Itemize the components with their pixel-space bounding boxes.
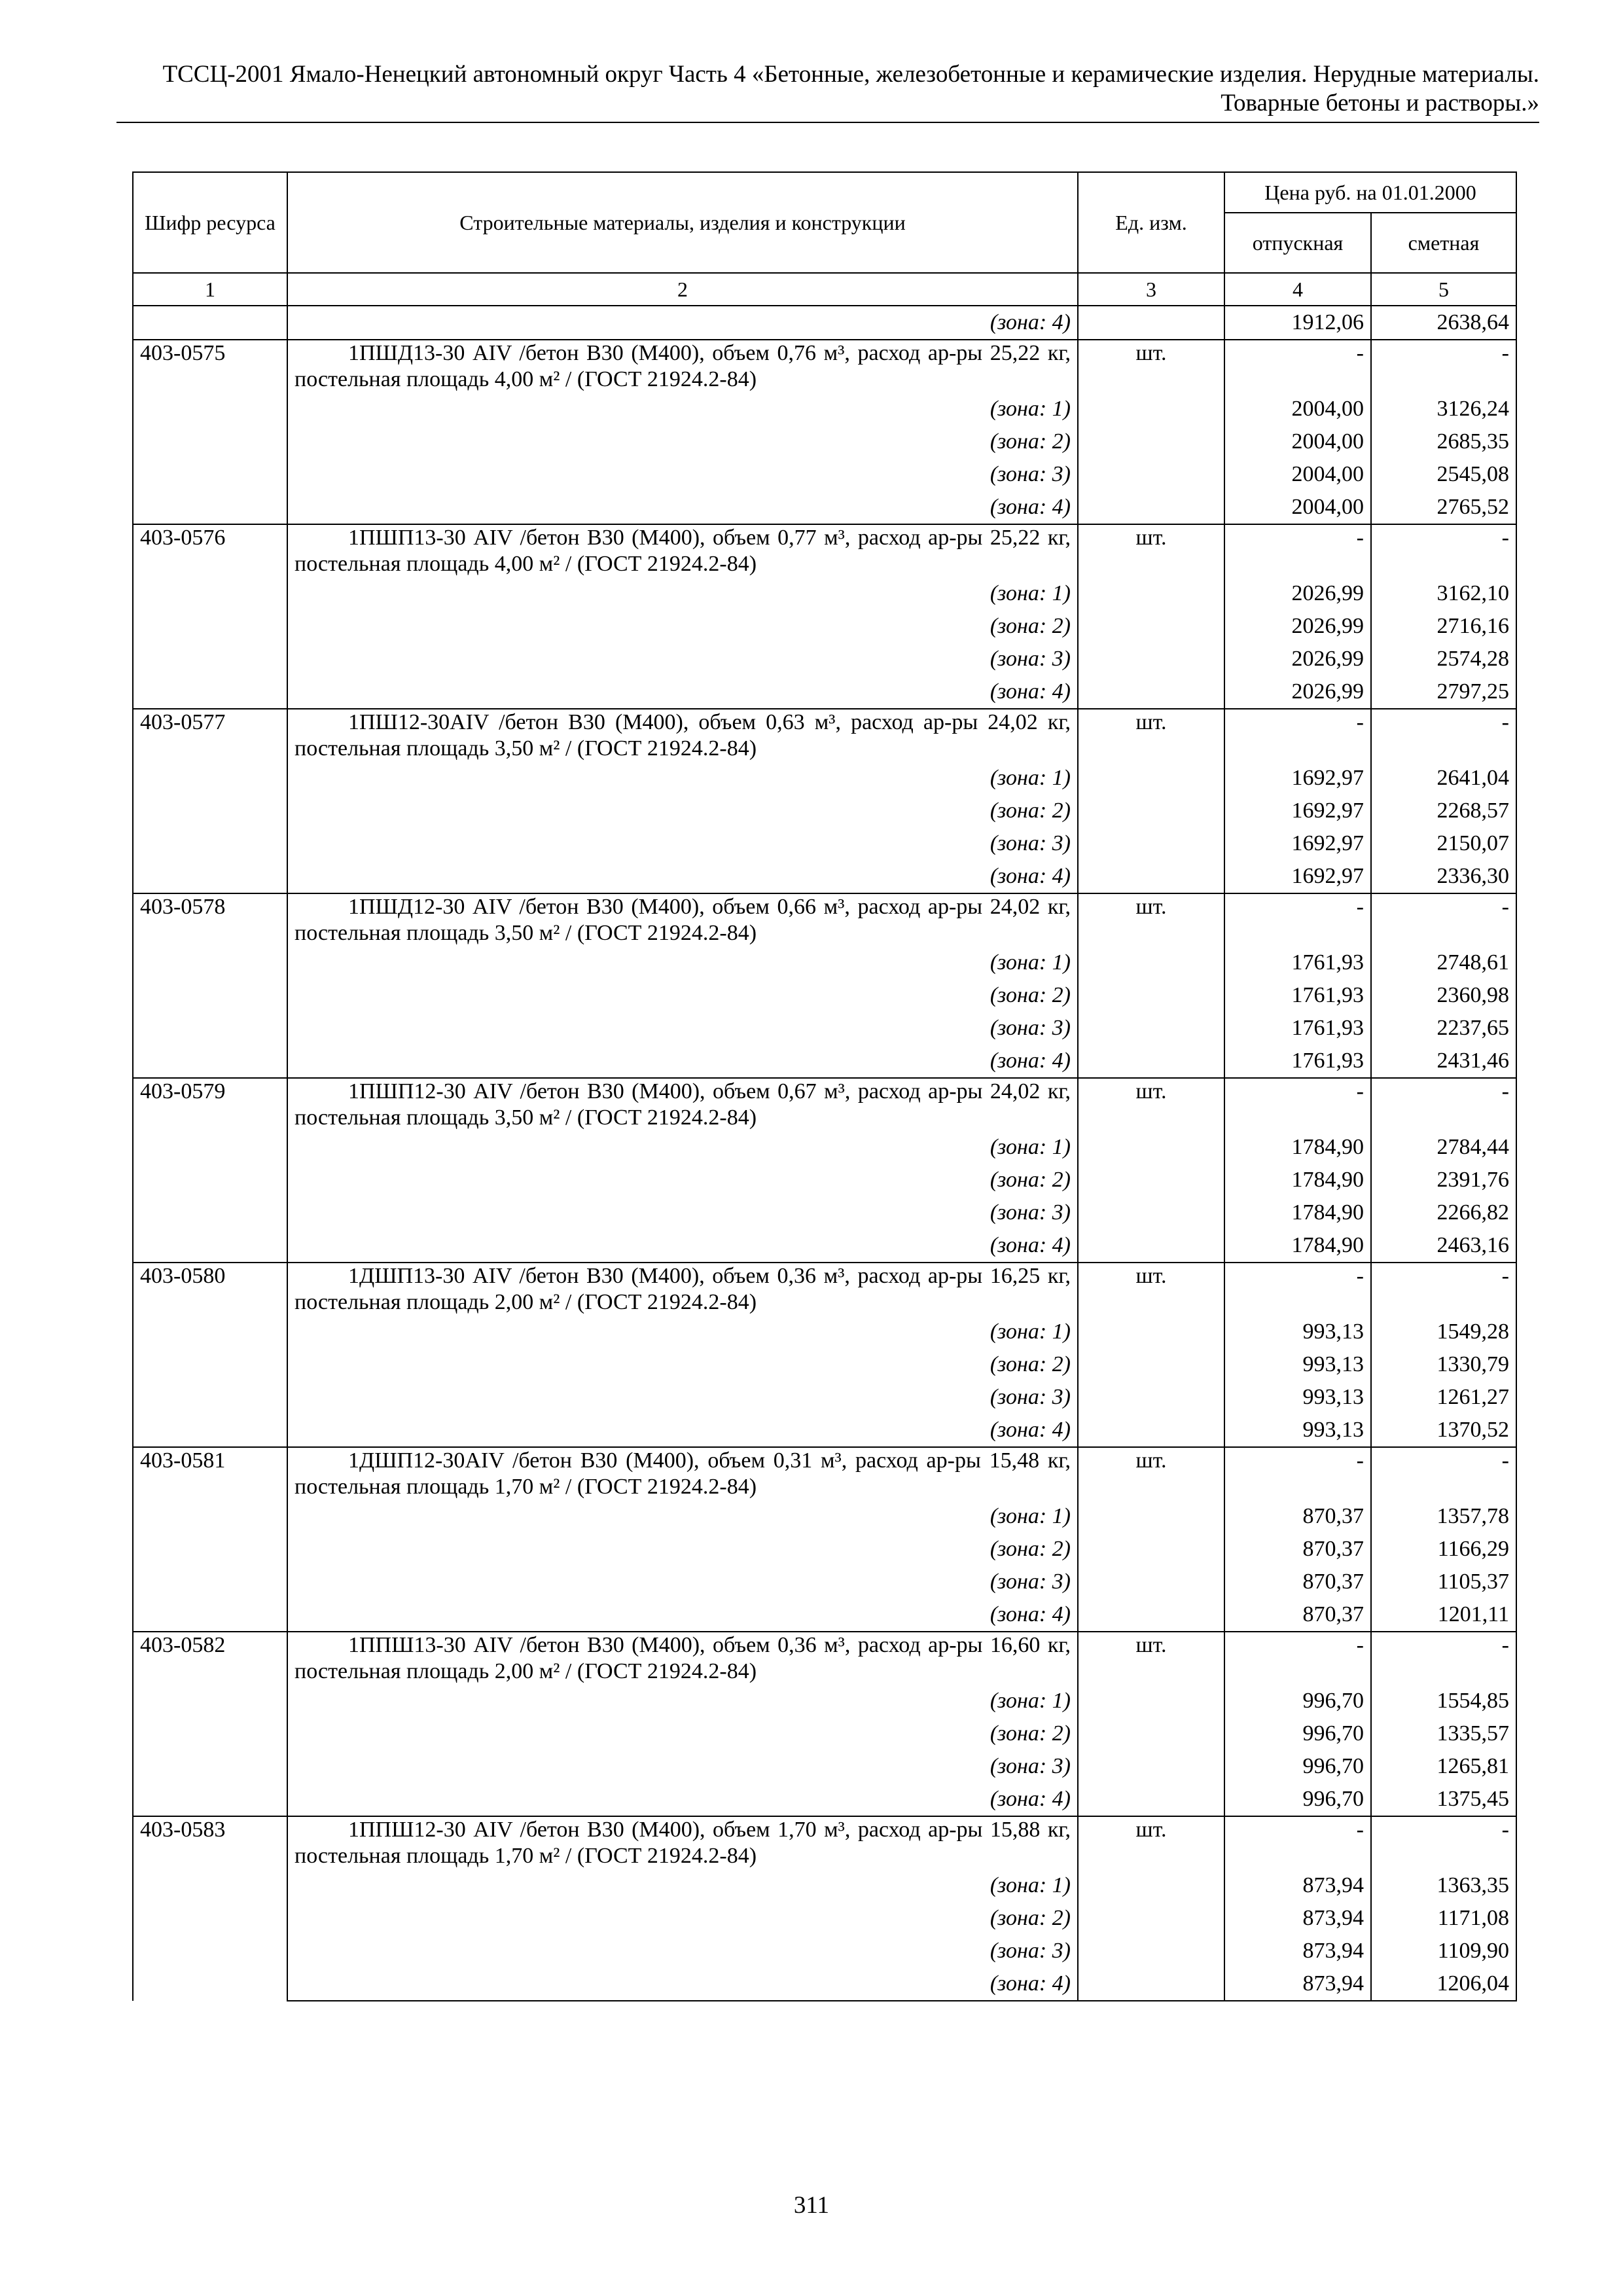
zone-release-price: 873,94 [1224,1967,1371,2001]
zone-label: (зона: 1) [287,393,1078,425]
zone-unit [1078,1598,1224,1632]
zone-unit [1078,1196,1224,1229]
zone-unit [1078,762,1224,795]
item-description: 1ПШП13-30 AIV /бетон В30 (М400), объем 0,77 м³, расход ар-ры 25,22 кг, постельная площадь 4,00 м² / (ГОСТ 21924.2-84) [287,524,1078,577]
zone-estimate-price: 1549,28 [1371,1316,1516,1348]
zone-unit [1078,1500,1224,1533]
item-unit: шт. [1078,1078,1224,1131]
zone-label: (зона: 1) [287,1131,1078,1164]
table-body [133,306,1516,2001]
table-row [133,1263,1516,1316]
zone-estimate-price: 2150,07 [1371,827,1516,860]
zone-estimate-price: 2237,65 [1371,1012,1516,1045]
item-unit: шт. [1078,1263,1224,1316]
zone-label: (зона: 4) [287,1414,1078,1447]
zone-label: (зона: 1) [287,1869,1078,1902]
zone-label: (зона: 2) [287,610,1078,643]
item-release-price: - [1224,1263,1371,1316]
col-number-1: 1 [133,273,287,306]
zone-estimate-price: 2685,35 [1371,425,1516,458]
zone-estimate-price: 3126,24 [1371,393,1516,425]
zone-row [133,827,1516,860]
zone-estimate-price: 2360,98 [1371,979,1516,1012]
item-estimate-price: - [1371,1816,1516,1869]
zone-release-price: 873,94 [1224,1869,1371,1902]
zone-release-price: 1692,97 [1224,827,1371,860]
zone-row [133,577,1516,610]
zone-release-price: 1784,90 [1224,1229,1371,1263]
carryover-unit [1078,306,1224,340]
col-number-4: 4 [1224,273,1371,306]
zone-unit [1078,577,1224,610]
zone-release-price: 1761,93 [1224,946,1371,979]
zone-row [133,762,1516,795]
resource-code: 403-0577 [133,709,287,893]
zone-unit [1078,643,1224,675]
header-line-2: Товарные бетоны и растворы.» [1221,90,1539,117]
zone-unit [1078,795,1224,827]
zone-row [133,1685,1516,1717]
zone-estimate-price: 1201,11 [1371,1598,1516,1632]
item-unit: шт. [1078,1632,1224,1685]
zone-row [133,1902,1516,1935]
zone-row [133,675,1516,709]
zone-label: (зона: 2) [287,979,1078,1012]
header-line-1: ТССЦ-2001 Ямало-Ненецкий автономный округ Часть 4 «Бетонные, железобетонные и керамические изделия. Нерудные материалы. [162,61,1539,88]
zone-label: (зона: 4) [287,1967,1078,2001]
zone-label: (зона: 2) [287,1348,1078,1381]
item-description: 1ПШП12-30 AIV /бетон В30 (М400), объем 0,67 м³, расход ар-ры 24,02 кг, постельная площадь 3,50 м² / (ГОСТ 21924.2-84) [287,1078,1078,1131]
item-estimate-price: - [1371,1078,1516,1131]
zone-unit [1078,1935,1224,1967]
zone-release-price: 1784,90 [1224,1131,1371,1164]
zone-estimate-price: 2748,61 [1371,946,1516,979]
zone-label: (зона: 1) [287,946,1078,979]
carryover-row [133,306,1516,340]
zone-row [133,1414,1516,1447]
col-number-3: 3 [1078,273,1224,306]
zone-estimate-price: 1105,37 [1371,1566,1516,1598]
zone-estimate-price: 2716,16 [1371,610,1516,643]
zone-row [133,1381,1516,1414]
zone-row [133,795,1516,827]
zone-unit [1078,979,1224,1012]
zone-release-price: 993,13 [1224,1348,1371,1381]
zone-label: (зона: 1) [287,577,1078,610]
zone-row [133,491,1516,524]
zone-label: (зона: 3) [287,458,1078,491]
item-estimate-price: - [1371,1263,1516,1316]
zone-estimate-price: 1330,79 [1371,1348,1516,1381]
zone-release-price: 996,70 [1224,1750,1371,1783]
item-description: 1ПШ12-30AIV /бетон В30 (М400), объем 0,63 м³, расход ар-ры 24,02 кг, постельная площадь 3,50 м² / (ГОСТ 21924.2-84) [287,709,1078,762]
zone-release-price: 1692,97 [1224,795,1371,827]
zone-row [133,458,1516,491]
zone-release-price: 870,37 [1224,1533,1371,1566]
item-description: 1ППШ13-30 AIV /бетон В30 (М400), объем 0,36 м³, расход ар-ры 16,60 кг, постельная площадь 2,00 м² / (ГОСТ 21924.2-84) [287,1632,1078,1685]
item-release-price: - [1224,340,1371,393]
zone-unit [1078,1316,1224,1348]
zone-label: (зона: 3) [287,643,1078,675]
zone-release-price: 2026,99 [1224,675,1371,709]
item-estimate-price: - [1371,1632,1516,1685]
table-row [133,1447,1516,1500]
zone-release-price: 2026,99 [1224,643,1371,675]
col-header-price-group: Цена руб. на 01.01.2000 [1224,172,1516,213]
zone-estimate-price: 2574,28 [1371,643,1516,675]
resource-code: 403-0575 [133,340,287,524]
zone-label: (зона: 2) [287,1902,1078,1935]
zone-unit [1078,1750,1224,1783]
zone-release-price: 1692,97 [1224,762,1371,795]
zone-row [133,1012,1516,1045]
zone-release-price: 1784,90 [1224,1164,1371,1196]
zone-label: (зона: 3) [287,1566,1078,1598]
zone-row [133,1566,1516,1598]
zone-estimate-price: 2765,52 [1371,491,1516,524]
zone-label: (зона: 2) [287,1717,1078,1750]
zone-unit [1078,491,1224,524]
zone-unit [1078,1533,1224,1566]
zone-release-price: 996,70 [1224,1685,1371,1717]
carryover-zone: (зона: 4) [287,306,1078,340]
zone-row [133,1717,1516,1750]
zone-row [133,1045,1516,1078]
zone-release-price: 2004,00 [1224,458,1371,491]
item-description: 1ПШД13-30 AIV /бетон В30 (М400), объем 0,76 м³, расход ар-ры 25,22 кг, постельная площадь 4,00 м² / (ГОСТ 21924.2-84) [287,340,1078,393]
zone-row [133,610,1516,643]
zone-label: (зона: 4) [287,1783,1078,1816]
zone-unit [1078,1967,1224,2001]
table-row [133,709,1516,762]
carryover-code [133,306,287,340]
zone-row [133,946,1516,979]
zone-label: (зона: 4) [287,675,1078,709]
zone-estimate-price: 2268,57 [1371,795,1516,827]
zone-estimate-price: 1363,35 [1371,1869,1516,1902]
zone-label: (зона: 3) [287,827,1078,860]
zone-unit [1078,1717,1224,1750]
zone-estimate-price: 1261,27 [1371,1381,1516,1414]
zone-release-price: 993,13 [1224,1414,1371,1447]
item-estimate-price: - [1371,709,1516,762]
zone-estimate-price: 2431,46 [1371,1045,1516,1078]
zone-release-price: 2026,99 [1224,577,1371,610]
zone-label: (зона: 4) [287,1045,1078,1078]
zone-row [133,1316,1516,1348]
zone-row [133,643,1516,675]
zone-release-price: 873,94 [1224,1902,1371,1935]
zone-row [133,1935,1516,1967]
zone-unit [1078,1012,1224,1045]
zone-label: (зона: 1) [287,1685,1078,1717]
resource-code: 403-0580 [133,1263,287,1447]
zone-release-price: 1692,97 [1224,860,1371,893]
zone-release-price: 993,13 [1224,1381,1371,1414]
resource-code: 403-0578 [133,893,287,1078]
zone-row [133,1229,1516,1263]
zone-row [133,1750,1516,1783]
zone-estimate-price: 1554,85 [1371,1685,1516,1717]
zone-estimate-price: 1375,45 [1371,1783,1516,1816]
zone-unit [1078,827,1224,860]
zone-unit [1078,1902,1224,1935]
zone-estimate-price: 2391,76 [1371,1164,1516,1196]
zone-estimate-price: 1109,90 [1371,1935,1516,1967]
carryover-estimate: 2638,64 [1371,306,1516,340]
zone-row [133,425,1516,458]
table-row [133,893,1516,946]
resource-code: 403-0583 [133,1816,287,2001]
zone-unit [1078,1229,1224,1263]
item-description: 1ПШД12-30 AIV /бетон В30 (М400), объем 0,66 м³, расход ар-ры 24,02 кг, постельная площадь 3,50 м² / (ГОСТ 21924.2-84) [287,893,1078,946]
zone-estimate-price: 2336,30 [1371,860,1516,893]
zone-estimate-price: 1357,78 [1371,1500,1516,1533]
item-unit: шт. [1078,340,1224,393]
item-description: 1ППШ12-30 AIV /бетон В30 (М400), объем 1,70 м³, расход ар-ры 15,88 кг, постельная площадь 1,70 м² / (ГОСТ 21924.2-84) [287,1816,1078,1869]
zone-row [133,1500,1516,1533]
zone-row [133,1348,1516,1381]
zone-unit [1078,1164,1224,1196]
resource-code: 403-0582 [133,1632,287,1816]
item-unit: шт. [1078,524,1224,577]
zone-label: (зона: 3) [287,1750,1078,1783]
zone-row [133,1783,1516,1816]
zone-label: (зона: 2) [287,1533,1078,1566]
zone-estimate-price: 1370,52 [1371,1414,1516,1447]
zone-estimate-price: 1166,29 [1371,1533,1516,1566]
zone-estimate-price: 2266,82 [1371,1196,1516,1229]
item-release-price: - [1224,1632,1371,1685]
zone-release-price: 870,37 [1224,1566,1371,1598]
col-header-name: Строительные материалы, изделия и конструкции [287,172,1078,273]
item-estimate-price: - [1371,340,1516,393]
zone-release-price: 870,37 [1224,1598,1371,1632]
table-row [133,1816,1516,1869]
col-header-release: отпускная [1224,213,1371,273]
zone-release-price: 2004,00 [1224,491,1371,524]
zone-release-price: 2004,00 [1224,425,1371,458]
zone-estimate-price: 2797,25 [1371,675,1516,709]
zone-row [133,1967,1516,2001]
zone-unit [1078,860,1224,893]
zone-estimate-price: 1206,04 [1371,1967,1516,2001]
zone-label: (зона: 4) [287,1598,1078,1632]
zone-release-price: 873,94 [1224,1935,1371,1967]
zone-release-price: 996,70 [1224,1717,1371,1750]
price-table [132,171,1517,2001]
zone-estimate-price: 2641,04 [1371,762,1516,795]
zone-label: (зона: 4) [287,1229,1078,1263]
zone-estimate-price: 3162,10 [1371,577,1516,610]
zone-estimate-price: 1335,57 [1371,1717,1516,1750]
zone-label: (зона: 4) [287,491,1078,524]
table-row [133,524,1516,577]
item-description: 1ДШП13-30 AIV /бетон В30 (М400), объем 0,36 м³, расход ар-ры 16,25 кг, постельная площадь 2,00 м² / (ГОСТ 21924.2-84) [287,1263,1078,1316]
zone-estimate-price: 1171,08 [1371,1902,1516,1935]
zone-unit [1078,1566,1224,1598]
col-header-unit: Ед. изм. [1078,172,1224,273]
item-estimate-price: - [1371,1447,1516,1500]
zone-release-price: 870,37 [1224,1500,1371,1533]
zone-label: (зона: 4) [287,860,1078,893]
page-number: 311 [793,2192,830,2219]
col-number-5: 5 [1371,273,1516,306]
zone-row [133,1164,1516,1196]
col-header-code: Шифр ресурса [133,172,287,273]
item-release-price: - [1224,1078,1371,1131]
item-unit: шт. [1078,1816,1224,1869]
zone-estimate-price: 1265,81 [1371,1750,1516,1783]
resource-code: 403-0581 [133,1447,287,1632]
zone-label: (зона: 3) [287,1935,1078,1967]
col-number-2: 2 [287,273,1078,306]
header-rule [116,122,1539,123]
zone-label: (зона: 3) [287,1196,1078,1229]
zone-unit [1078,458,1224,491]
zone-release-price: 2026,99 [1224,610,1371,643]
zone-unit [1078,610,1224,643]
zone-unit [1078,1131,1224,1164]
zone-release-price: 1784,90 [1224,1196,1371,1229]
zone-row [133,860,1516,893]
zone-release-price: 1761,93 [1224,979,1371,1012]
zone-release-price: 996,70 [1224,1783,1371,1816]
item-unit: шт. [1078,709,1224,762]
table-row [133,1632,1516,1685]
resource-code: 403-0579 [133,1078,287,1263]
item-unit: шт. [1078,893,1224,946]
zone-row [133,1131,1516,1164]
zone-label: (зона: 2) [287,425,1078,458]
zone-release-price: 2004,00 [1224,393,1371,425]
zone-unit [1078,1348,1224,1381]
col-header-estimate: сметная [1371,213,1516,273]
zone-label: (зона: 1) [287,762,1078,795]
table-row [133,340,1516,393]
table-row [133,1078,1516,1131]
zone-label: (зона: 3) [287,1381,1078,1414]
zone-unit [1078,675,1224,709]
zone-release-price: 1761,93 [1224,1012,1371,1045]
zone-release-price: 1761,93 [1224,1045,1371,1078]
item-estimate-price: - [1371,524,1516,577]
zone-label: (зона: 3) [287,1012,1078,1045]
running-header [116,60,1539,118]
zone-release-price: 993,13 [1224,1316,1371,1348]
item-unit: шт. [1078,1447,1224,1500]
item-release-price: - [1224,524,1371,577]
item-description: 1ДШП12-30AIV /бетон В30 (М400), объем 0,31 м³, расход ар-ры 15,48 кг, постельная площадь 1,70 м² / (ГОСТ 21924.2-84) [287,1447,1078,1500]
zone-unit [1078,425,1224,458]
zone-unit [1078,393,1224,425]
zone-unit [1078,1685,1224,1717]
zone-estimate-price: 2545,08 [1371,458,1516,491]
zone-unit [1078,1869,1224,1902]
zone-estimate-price: 2784,44 [1371,1131,1516,1164]
zone-unit [1078,1381,1224,1414]
zone-estimate-price: 2463,16 [1371,1229,1516,1263]
zone-label: (зона: 1) [287,1500,1078,1533]
zone-row [133,393,1516,425]
resource-code: 403-0576 [133,524,287,709]
zone-unit [1078,1414,1224,1447]
zone-unit [1078,1045,1224,1078]
item-release-price: - [1224,709,1371,762]
item-release-price: - [1224,893,1371,946]
zone-unit [1078,1783,1224,1816]
zone-row [133,979,1516,1012]
item-release-price: - [1224,1447,1371,1500]
zone-row [133,1196,1516,1229]
zone-unit [1078,946,1224,979]
zone-row [133,1869,1516,1902]
zone-row [133,1533,1516,1566]
zone-label: (зона: 2) [287,795,1078,827]
zone-label: (зона: 1) [287,1316,1078,1348]
carryover-release: 1912,06 [1224,306,1371,340]
item-estimate-price: - [1371,893,1516,946]
zone-row [133,1598,1516,1632]
zone-label: (зона: 2) [287,1164,1078,1196]
item-release-price: - [1224,1816,1371,1869]
